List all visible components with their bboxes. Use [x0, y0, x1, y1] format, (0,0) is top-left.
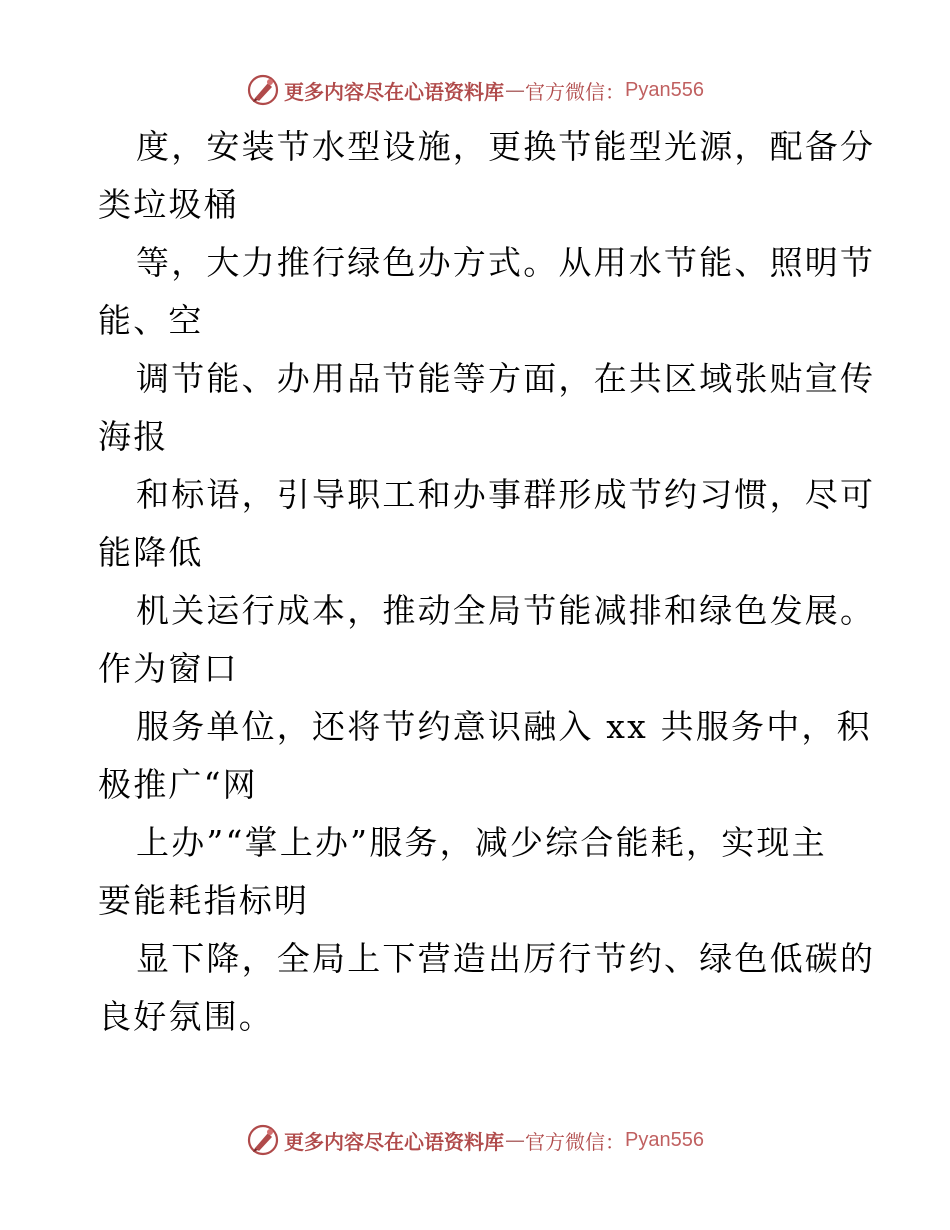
paragraph-line: 能、空 — [98, 301, 204, 340]
paragraph — [0, 698, 950, 814]
paragraph-line: 能降低 — [98, 533, 204, 572]
pen-logo-icon — [246, 1123, 280, 1157]
footer-watermark — [0, 1120, 950, 1160]
pen-logo-icon — [246, 73, 280, 107]
header-label: 官方微信： — [525, 79, 626, 104]
paragraph-line: 上办”“掌上办”服务，减少综合能耗，实现主 — [136, 823, 827, 862]
footer-brand: 更多内容尽在心语资料库 — [284, 1129, 505, 1154]
footer-label: 官方微信： — [525, 1129, 626, 1154]
header-watermark — [0, 70, 950, 110]
footer-separator: — — [505, 1128, 526, 1152]
paragraph-line: 显下降，全局上下营造出厉行节约、绿色低碳的 — [136, 939, 876, 978]
paragraph — [0, 466, 950, 582]
paragraph — [0, 234, 950, 350]
paragraph-line: 调节能、办用品节能等方面，在共区域张贴宣传 — [136, 359, 876, 398]
paragraph — [0, 118, 950, 234]
header-brand: 更多内容尽在心语资料库 — [284, 79, 505, 104]
paragraph-line: 和标语，引导职工和办事群形成节约习惯，尽可 — [136, 475, 876, 514]
header-wechat-id: Pyan556 — [625, 78, 704, 101]
paragraph-line: 海报 — [98, 417, 169, 456]
paragraph-line: 要能耗指标明 — [98, 881, 310, 920]
paragraph — [0, 582, 950, 698]
paragraph — [0, 930, 950, 1046]
header-separator: — — [505, 78, 526, 102]
footer-wechat-id: Pyan556 — [625, 1128, 704, 1151]
document-body — [0, 118, 950, 1046]
paragraph-line: 机关运行成本，推动全局节能减排和绿色发展。 — [136, 591, 876, 630]
paragraph-line: 极推广“网 — [98, 765, 258, 804]
paragraph — [0, 350, 950, 466]
paragraph-line: 等，大力推行绿色办方式。从用水节能、照明节 — [136, 243, 876, 282]
paragraph-line: 类垃圾桶 — [98, 185, 239, 224]
paragraph — [0, 814, 950, 930]
paragraph-line: 作为窗口 — [98, 649, 239, 688]
paragraph-line: 度，安装节水型设施，更换节能型光源，配备分 — [136, 127, 876, 166]
paragraph-line: 服务单位，还将节约意识融入 xx 共服务中，积 — [136, 707, 872, 746]
paragraph-line: 良好氛围。 — [98, 997, 274, 1036]
